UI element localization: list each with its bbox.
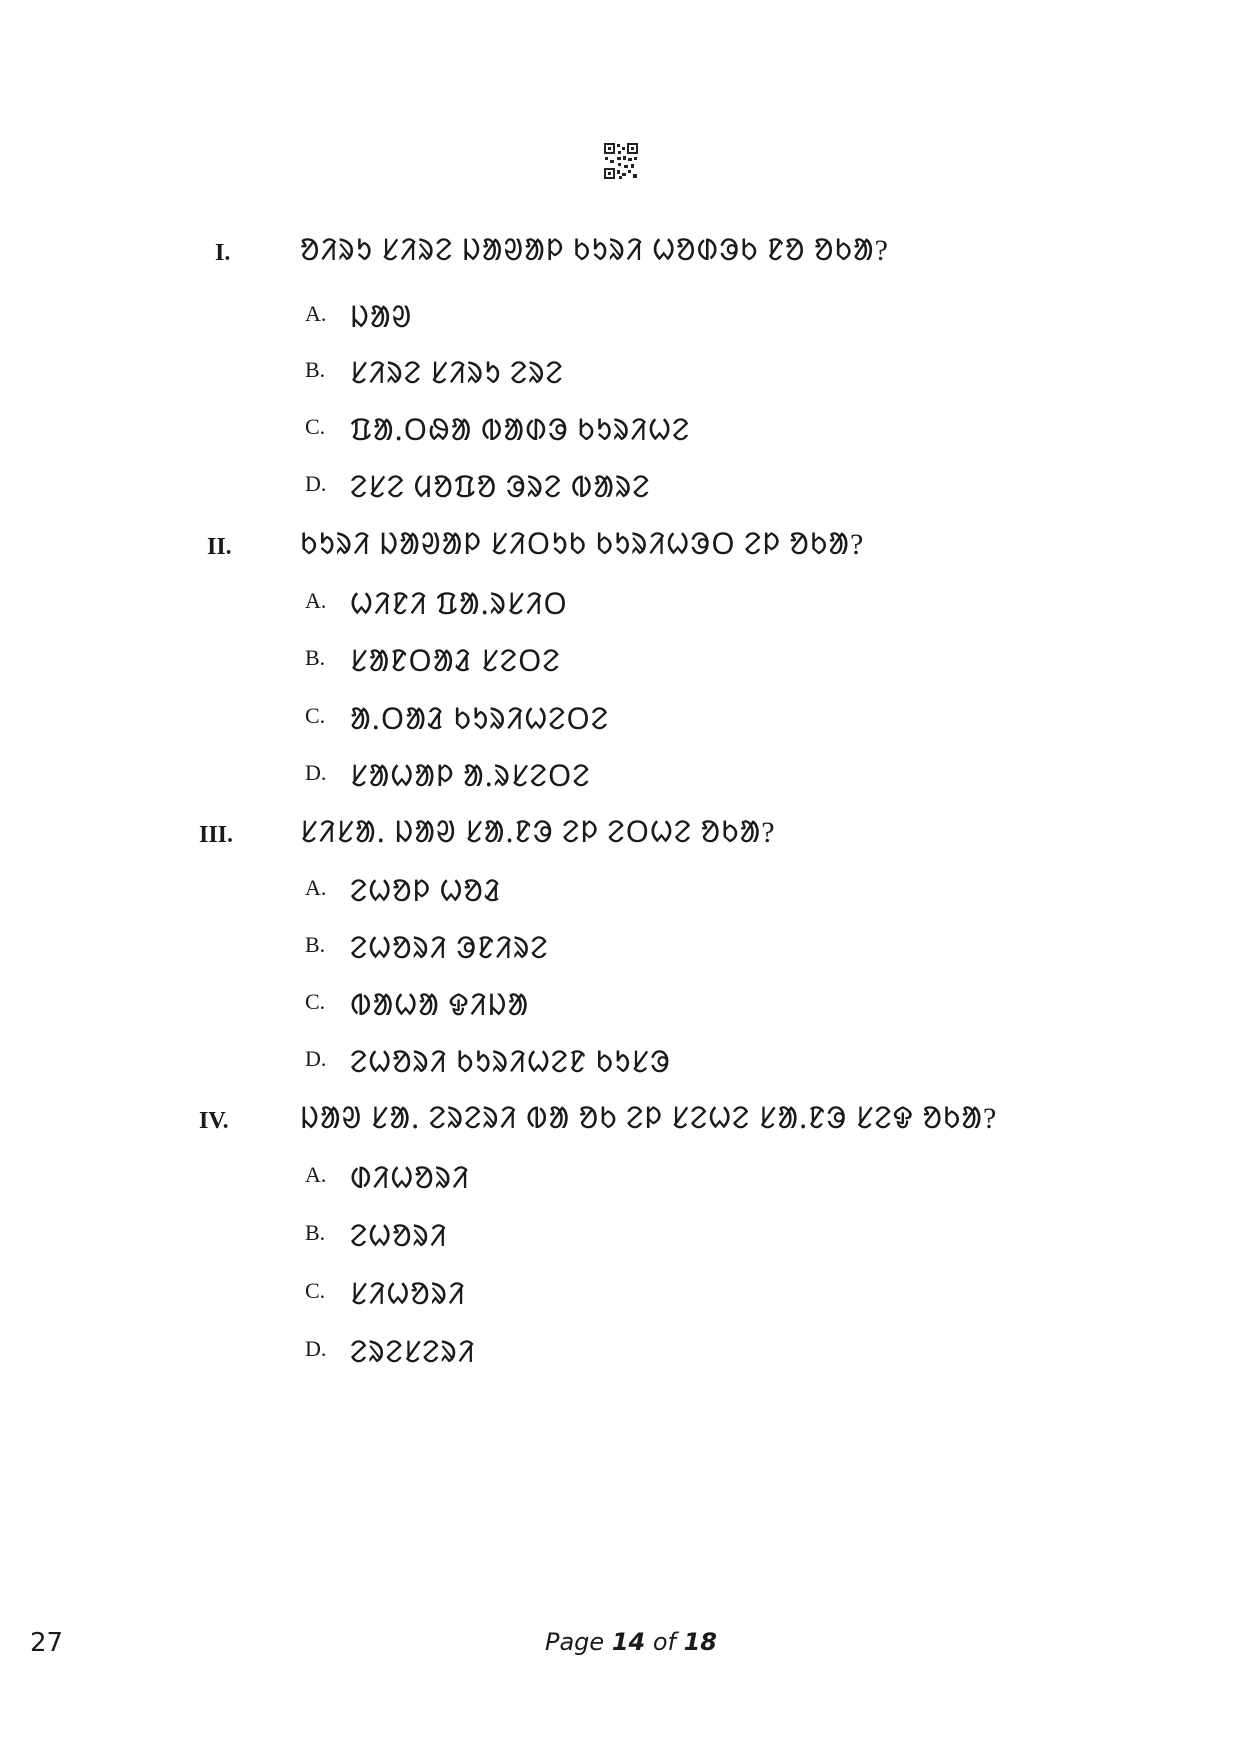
option-letter: D.	[305, 471, 327, 496]
option-letter: A.	[305, 875, 327, 900]
option-letter: D.	[305, 1336, 327, 1361]
option-letter: C.	[305, 989, 326, 1014]
option-letter: B.	[305, 932, 326, 957]
option-text: ᱰᱤᱦᱚᱨᱤ	[350, 1162, 470, 1195]
question-text: ᱥᱤᱥᱟᱹ ᱡᱟᱣ ᱥᱟᱹᱱᱳ ᱮᱞ ᱮᱛᱦᱮ ᱚᱠᱟ?	[300, 816, 776, 849]
page-number	[545, 1628, 717, 1656]
qr-code	[603, 142, 639, 180]
option-text: ᱥᱤᱨᱮ ᱥᱤᱨᱩ ᱮᱨᱮ	[350, 357, 564, 390]
option-letter: B.	[305, 645, 326, 670]
option-letter: A.	[305, 301, 327, 326]
option-text: ᱡᱟᱣ	[350, 301, 413, 334]
option-letter: C.	[305, 1278, 326, 1303]
question-text: ᱡᱟᱣ ᱥᱟᱹ ᱮᱨᱮᱨᱤ ᱵᱟ ᱚᱠ ᱮᱞ ᱥᱮᱦᱮ ᱥᱟᱹᱱᱳ ᱥᱮᱫ ᱚᱠᱟ?	[300, 1102, 998, 1135]
option-text: ᱥᱤᱦᱚᱨᱤ	[350, 1278, 466, 1311]
question-text: ᱚᱤᱨᱩ ᱥᱤᱨᱮ ᱡᱟᱣᱟᱞ ᱠᱩᱨᱤ ᱦᱚᱰᱳᱠ ᱱᱚ ᱚᱠᱟ?	[300, 234, 889, 267]
option-text: ᱥᱟᱱᱛᱟᱲ ᱥᱮᱛᱮ	[350, 645, 561, 678]
option-letter: B.	[305, 357, 326, 382]
option-letter: C.	[305, 414, 326, 439]
option-text: ᱮᱥᱮ ᱢᱚᱯᱚ ᱳᱨᱮ ᱵᱟᱨᱮ	[350, 471, 651, 504]
option-text: ᱮᱦᱚᱨᱤ ᱳᱱᱤᱨᱮ	[350, 932, 549, 965]
option-letter: D.	[305, 760, 327, 785]
option-text: ᱥᱟᱦᱟᱞ ᱟᱹᱨᱥᱮᱛᱮ	[350, 760, 591, 793]
option-text: ᱟᱹᱛᱟᱲ ᱠᱩᱨᱤᱦᱮᱛᱮ	[350, 703, 610, 736]
question-number: II.	[207, 534, 232, 560]
page-of: of	[645, 1628, 684, 1656]
page-prefix: Page	[545, 1628, 612, 1656]
option-letter: D.	[305, 1046, 327, 1071]
option-text: ᱯᱟᱹᱛᱷᱟ ᱵᱟᱰᱳ ᱠᱩᱨᱤᱦᱮ	[350, 414, 691, 447]
page-total: 18	[683, 1628, 718, 1656]
question-number: I.	[215, 240, 231, 266]
option-letter: B.	[305, 1220, 326, 1245]
option-text: ᱮᱨᱮᱥᱮᱨᱤ	[350, 1336, 476, 1369]
option-text: ᱵᱟᱦᱟ ᱫᱤᱡᱟ	[350, 989, 530, 1022]
option-text: ᱮᱦᱚᱨᱤ	[350, 1220, 448, 1253]
question-number: IV.	[199, 1108, 229, 1134]
page-current: 14	[611, 1628, 646, 1656]
option-letter: C.	[305, 703, 326, 728]
option-text: ᱮᱦᱚᱞ ᱦᱚᱲ	[350, 875, 502, 908]
option-text: ᱮᱦᱚᱨᱤ ᱠᱩᱨᱤᱦᱮᱱ ᱠᱩᱥᱳ	[350, 1046, 671, 1079]
option-letter: A.	[305, 1162, 327, 1187]
page-code: 27	[30, 1628, 64, 1658]
question-number: III.	[199, 822, 234, 848]
option-text: ᱦᱤᱱᱤ ᱯᱟᱹᱨᱥᱤᱛ	[350, 588, 568, 621]
question-text: ᱠᱩᱨᱤ ᱡᱟᱣᱟᱞ ᱥᱤᱛᱩᱠ ᱠᱩᱨᱤᱦᱳᱛ ᱮᱞ ᱚᱠᱟ?	[300, 528, 865, 561]
option-letter: A.	[305, 588, 327, 613]
